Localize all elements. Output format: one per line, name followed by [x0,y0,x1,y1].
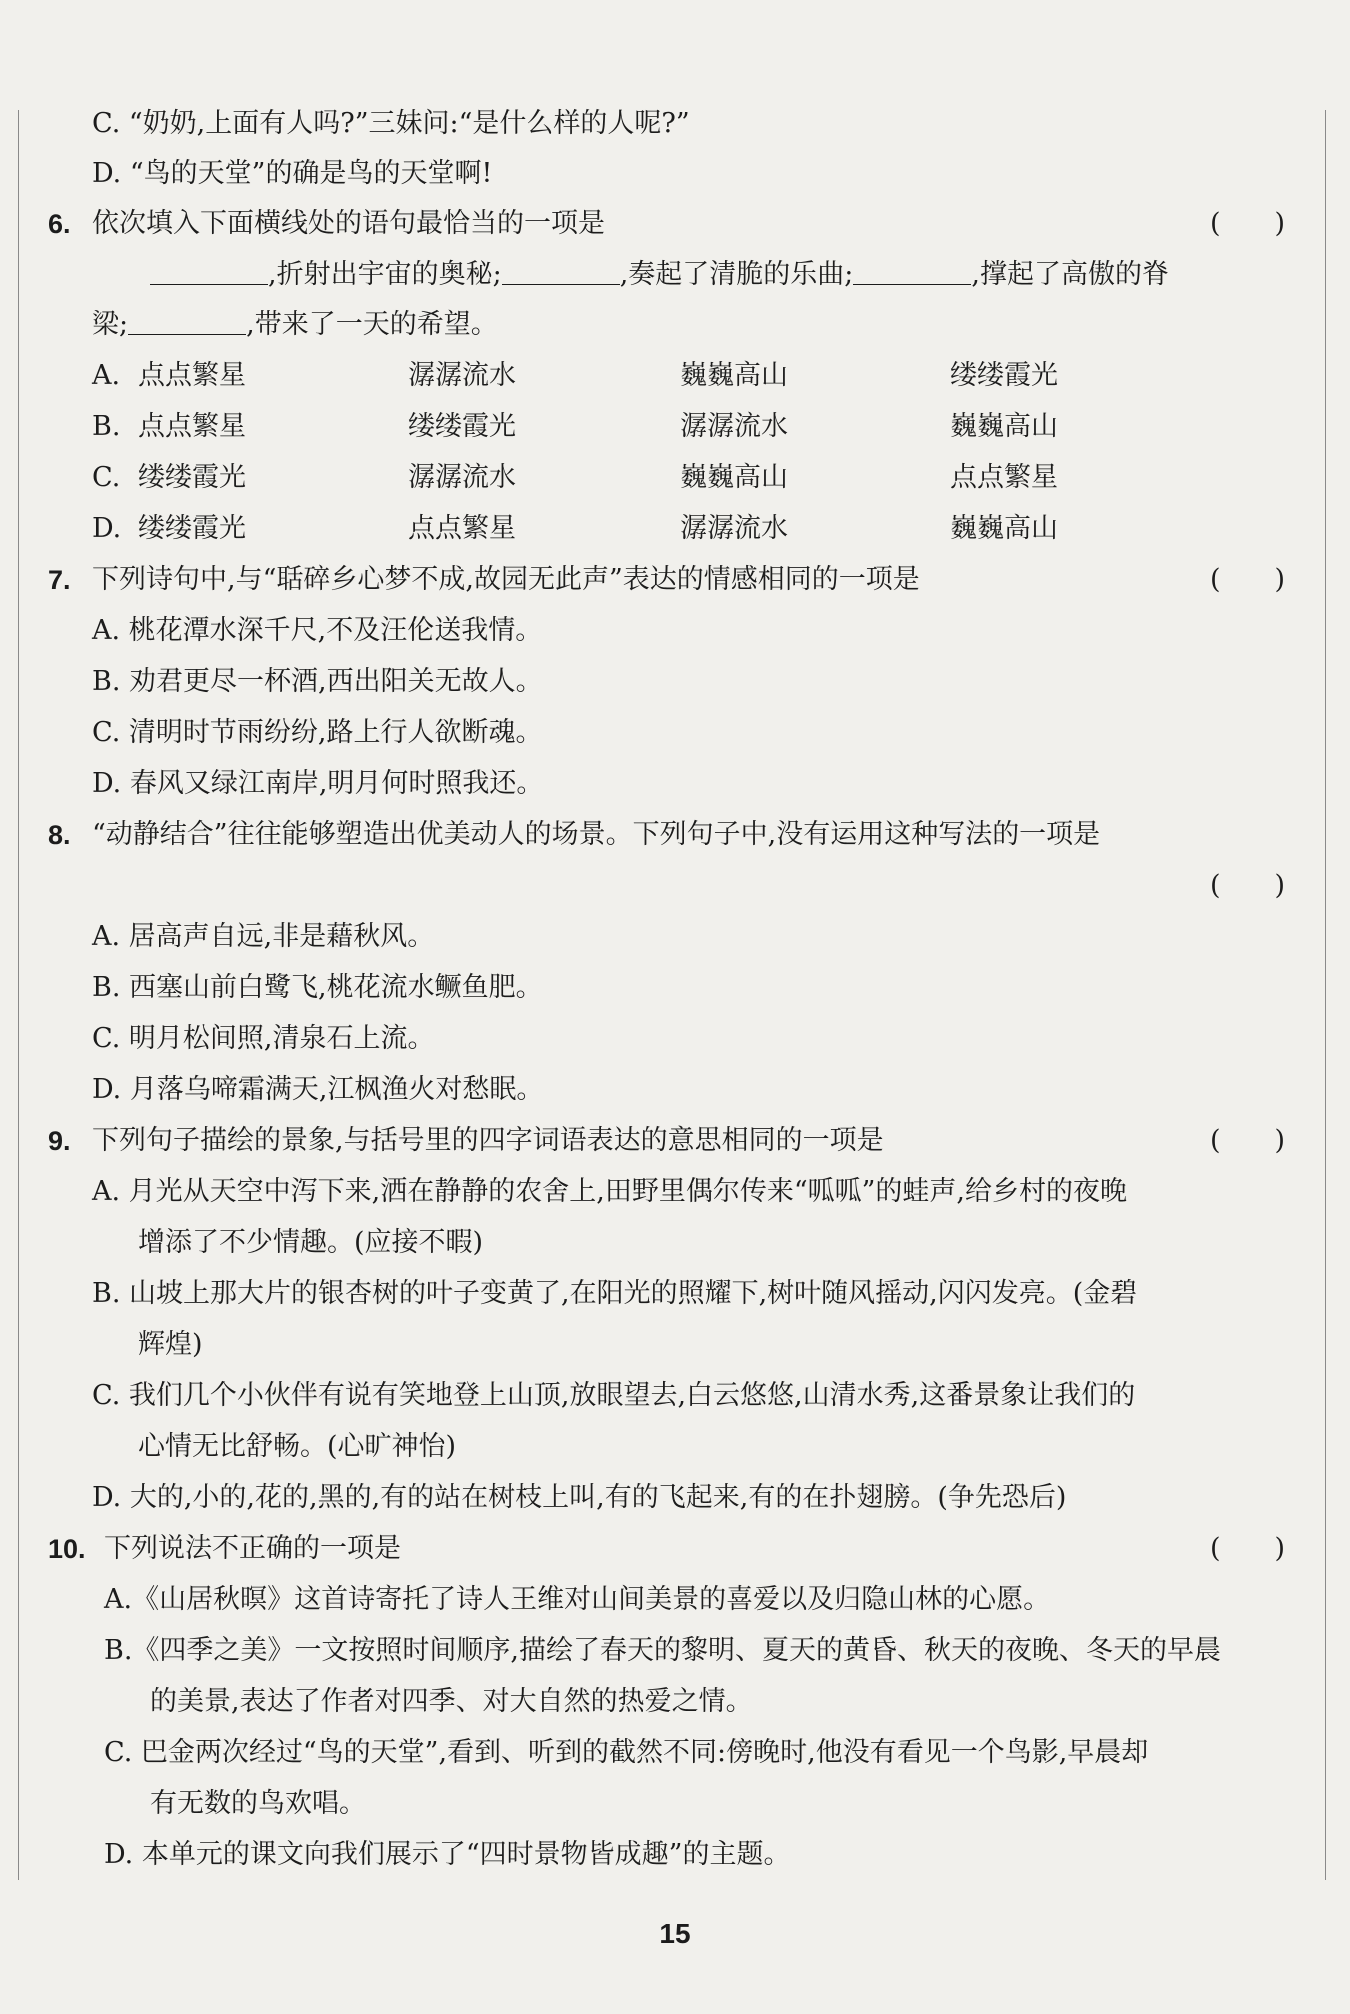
q7-answer-paren[interactable]: ( ) [1210,564,1286,595]
q6-option-a-item-3: 巍巍高山 [680,360,788,391]
q10-stem: 下列说法不正确的一项是 [104,1533,401,1564]
q6-blank-4[interactable] [128,310,246,335]
q10-option-a: A.《山居秋暝》这首诗寄托了诗人王维对山间美景的喜爱以及归隐山林的心愿。 [104,1584,1051,1615]
q10-option-d: D. 本单元的课文向我们展示了“四时景物皆成趣”的主题。 [104,1839,791,1870]
q6-option-a-item-1: 点点繁星 [138,360,246,391]
q7-stem: 下列诗句中,与“聒碎乡心梦不成,故园无此声”表达的情感相同的一项是 [92,564,920,595]
left-margin-rule [18,110,19,1880]
q6-option-b-item-3: 潺潺流水 [680,411,788,442]
q7-option-a: A. 桃花潭水深千尺,不及汪伦送我情。 [92,615,543,646]
q9-answer-paren[interactable]: ( ) [1210,1125,1286,1156]
q6-fragment-1: ,折射出宇宙的奥秘; [268,259,502,290]
q9-option-c-line-2: 心情无比舒畅。(心旷神怡) [138,1431,457,1462]
q6-option-d-item-2: 点点繁星 [408,513,516,544]
q8-answer-paren[interactable]: ( ) [1210,870,1286,901]
right-margin-rule [1325,110,1326,1880]
q10-option-b-line-1: B.《四季之美》一文按照时间顺序,描绘了春天的黎明、夏天的黄昏、秋天的夜晚、冬天的早晨 [104,1635,1222,1666]
q10-option-c-line-1: C. 巴金两次经过“鸟的天堂”,看到、听到的截然不同:傍晚时,他没有看见一个鸟影,早晨却 [104,1737,1149,1768]
q8-stem: “动静结合”往往能够塑造出优美动人的场景。下列句子中,没有运用这种写法的一项是 [92,819,1101,850]
q9-option-a-line-2: 增添了不少情趣。(应接不暇) [138,1227,484,1258]
q7-option-b: B. 劝君更尽一杯酒,西出阳关无故人。 [92,666,543,697]
q8-option-b: B. 西塞山前白鹭飞,桃花流水鳜鱼肥。 [92,972,543,1003]
q6-option-a-item-4: 缕缕霞光 [950,360,1058,391]
q9-option-b-line-1: B. 山坡上那大片的银杏树的叶子变黄了,在阳光的照耀下,树叶随风摇动,闪闪发亮。(金碧 [92,1278,1138,1309]
q9-number: 9. [48,1126,71,1156]
q6-option-d-item-3: 潺潺流水 [680,513,788,544]
q6-option-d-item-1: 缕缕霞光 [138,513,246,544]
q5-option-d: D. “鸟的天堂”的确是鸟的天堂啊! [92,158,493,189]
q6-answer-paren[interactable]: ( ) [1210,208,1286,239]
q6-blank-2[interactable] [502,260,620,285]
q8-option-d: D. 月落乌啼霜满天,江枫渔火对愁眠。 [92,1074,544,1105]
q6-fragment-4-post: ,带来了一天的希望。 [246,309,498,340]
q6-option-b-item-1: 点点繁星 [138,411,246,442]
page-number: 15 [659,1918,691,1949]
q7-number: 7. [48,565,71,595]
q6-option-b-item-4: 巍巍高山 [950,411,1058,442]
q6-option-a-item-2: 潺潺流水 [408,360,516,391]
q6-option-c-item-1: 缕缕霞光 [138,462,246,493]
q6-number: 6. [48,209,71,239]
q6-fragment-3: ,撑起了高傲的脊 [971,259,1169,290]
q9-option-a-line-1: A. 月光从天空中泻下来,洒在静静的农舍上,田野里偶尔传来“呱呱”的蛙声,给乡村的夜晚 [92,1176,1128,1207]
q6-option-d-label: D. [92,513,122,544]
q6-fill-text-1 [150,257,1169,293]
q6-fill-text-2 [92,307,498,343]
q10-option-b-line-2: 的美景,表达了作者对四季、对大自然的热爱之情。 [150,1686,753,1717]
q6-fragment-2: ,奏起了清脆的乐曲; [619,259,854,290]
q6-fragment-4-pre: 梁; [92,309,129,340]
q6-blank-1[interactable] [150,260,268,285]
q9-option-b-line-2: 辉煌) [138,1329,203,1360]
q6-option-d-item-4: 巍巍高山 [950,513,1058,544]
q9-option-d: D. 大的,小的,花的,黑的,有的站在树枝上叫,有的飞起来,有的在扑翅膀。(争先恐后) [92,1482,1067,1513]
q6-option-c-item-3: 巍巍高山 [680,462,788,493]
q6-stem: 依次填入下面横线处的语句最恰当的一项是 [92,208,605,239]
q5-option-c: C. “奶奶,上面有人吗?”三妹问:“是什么样的人呢?” [92,108,690,139]
q6-option-c-item-4: 点点繁星 [950,462,1058,493]
q8-option-a: A. 居高声自远,非是藉秋风。 [92,921,435,952]
q10-number: 10. [48,1534,86,1564]
q6-option-a-label: A. [92,360,121,391]
q6-blank-3[interactable] [853,260,971,285]
q10-answer-paren[interactable]: ( ) [1210,1533,1286,1564]
q7-option-c: C. 清明时节雨纷纷,路上行人欲断魂。 [92,717,543,748]
q6-option-c-item-2: 潺潺流水 [408,462,516,493]
q6-option-b-label: B. [92,411,121,442]
q9-option-c-line-1: C. 我们几个小伙伴有说有笑地登上山顶,放眼望去,白云悠悠,山清水秀,这番景象让我们的 [92,1380,1136,1411]
q8-number: 8. [48,820,71,850]
q10-option-c-line-2: 有无数的鸟欢唱。 [150,1788,366,1819]
q6-option-c-label: C. [92,462,121,493]
q7-option-d: D. 春风又绿江南岸,明月何时照我还。 [92,768,544,799]
q6-option-b-item-2: 缕缕霞光 [408,411,516,442]
q9-stem: 下列句子描绘的景象,与括号里的四字词语表达的意思相同的一项是 [92,1125,884,1156]
q8-option-c: C. 明月松间照,清泉石上流。 [92,1023,435,1054]
